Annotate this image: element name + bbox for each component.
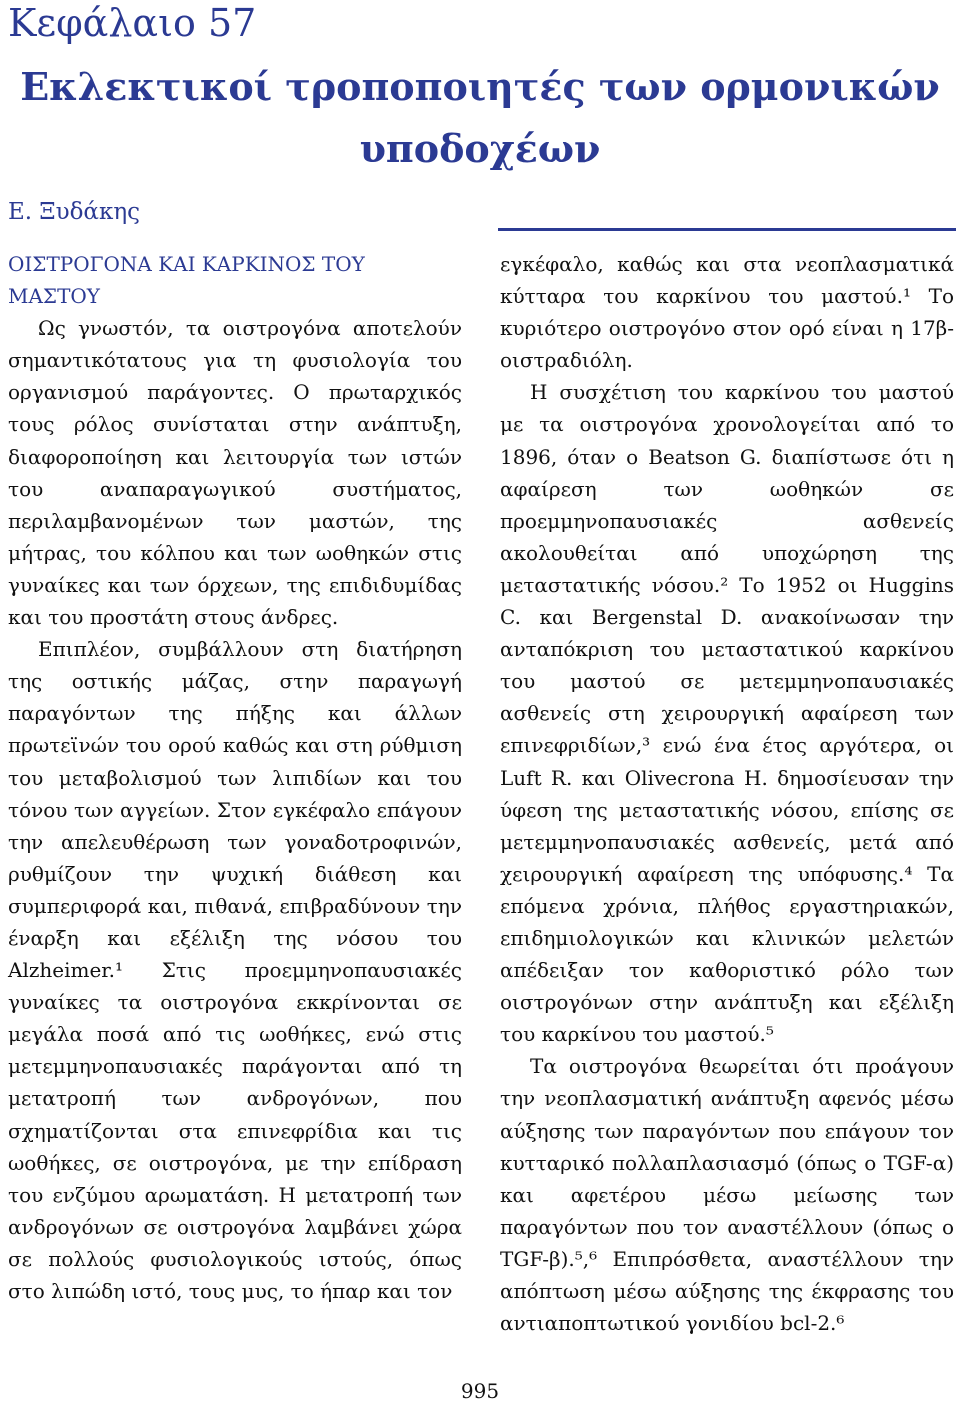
section-heading: ΟΙΣΤΡΟΓΟΝΑ ΚΑΙ ΚΑΡΚΙΝΟΣ ΤΟΥ ΜΑΣΤΟΥ bbox=[8, 252, 365, 309]
page-number: 995 bbox=[460, 1379, 500, 1403]
left-paragraph-2: Επιπλέον, συμβάλλουν στη διατήρηση της οστικής μάζας, στην παραγωγή παραγόντων της πήξης και άλλων πρωτεϊνών του ορού καθώς και στη ρύθμιση του μεταβολισμού των λιπιδίων και του τόνου των αγγείων. Στον εγκέφαλο επάγουν την απελευθέρωση των γοναδοτροφινών, ρυθμίζουν την ψυχική διάθεση και συμπεριφορά και, πιθανά, επιβραδύνουν την έναρξη και εξέλιξη της νόσου του Alzheimer.¹ Στις προεμμηνοπαυσιακές γυναίκες τα οιστρογόνα εκκρίνονται σε μεγάλα ποσά από τις ωοθήκες, ενώ στις μετεμμηνοπαυσιακές παράγονται από τη μετατροπή των ανδρογόνων, που σχηματίζονται στα επινεφρίδια και τις ωοθήκες, σε οιστρογόνα, με την επίδραση του ενζύμου αρωματάση. Η μετατροπή των ανδρογόνων σε οιστρογόνα λαμβάνει χώρα σε πολλούς φυσιολογικούς ιστούς, όπως στο λιπώδη ιστό, τους μυς, το ήπαρ και τον bbox=[8, 637, 462, 1303]
chapter-title: Εκλεκτικοί τροποποιητές των ορμονικών υποδοχέων bbox=[20, 64, 940, 171]
chapter-label: Κεφάλαιο 57 bbox=[8, 1, 257, 45]
author-name: Ε. Ξυδάκης bbox=[8, 199, 140, 225]
left-column bbox=[8, 248, 462, 1307]
right-paragraph-2: Η συσχέτιση του καρκίνου του μαστού με τα οιστρογόνα χρονολογείται από το 1896, όταν ο Beatson G. διαπίστωσε ότι η αφαίρεση των ωοθηκών σε προεμμηνοπαυσιακές ασθενείς ακολουθείται από υποχώρηση της μεταστατικής νόσου.² Το 1952 οι Huggins C. και Bergenstal D. ανακοίνωσαν την ανταπόκριση του μεταστατικού καρκίνου του μαστού σε μετεμμηνοπαυσιακές ασθενείς στη χειρουργική αφαίρεση των επινεφριδίων,³ ενώ ένα έτος αργότερα, οι Luft R. και Olivecrona H. δημοσίευσαν την ύφεση της μεταστατικής νόσου, επίσης σε μετεμμηνοπαυσιακές ασθενείς, μετά από χειρουργική αφαίρεση της υπόφυσης.⁴ Τα επόμενα χρόνια, πλήθος εργαστηριακών, επιδημιολογικών και κλινικών μελετών απέδειξαν τον καθοριστικό ρόλο των οιστρογόνων στην ανάπτυξη και εξέλιξη του καρκίνου του μαστού.⁵ bbox=[500, 380, 954, 1047]
right-paragraph-3: Τα οιστρογόνα θεωρείται ότι προάγουν την νεοπλασματική ανάπτυξη αφενός μέσω αύξησης των παραγόντων που επάγουν τον κυτταρικό πολλαπλασιασμό (όπως ο TGF-α) και αφετέρου μέσω μείωσης των παραγόντων που τον αναστέλλουν (όπως ο TGF-β).⁵,⁶ Επιπρόσθετα, αναστέλλουν την απόπτωση μέσω αύξησης της έκφρασης του αντιαποπτωτικού γονιδίου bcl-2.⁶ bbox=[500, 1054, 954, 1336]
title-divider bbox=[498, 228, 956, 231]
left-paragraph-1: Ως γνωστόν, τα οιστρογόνα αποτελούν σημαντικότατους για τη φυσιολογία του οργανισμού παράγοντες. Ο πρωταρχικός τους ρόλος συνίσταται στην ανάπτυξη, διαφοροποίηση και λειτουργία των ιστών του αναπαραγωγικού συστήματος, περιλαμβανομένων των μαστών, της μήτρας, του κόλπου και των ωοθηκών στις γυναίκες και των όρχεων, της επιδιδυμίδας και του προστάτη στους άνδρες. bbox=[8, 316, 462, 630]
right-paragraph-1: εγκέφαλο, καθώς και στα νεοπλασματικά κύτταρα του καρκίνου του μαστού.¹ Το κυριότερο οιστρογόνο στον ορό είναι η 17β-οιστραδιόλη. bbox=[500, 252, 954, 373]
right-column bbox=[500, 248, 954, 1339]
